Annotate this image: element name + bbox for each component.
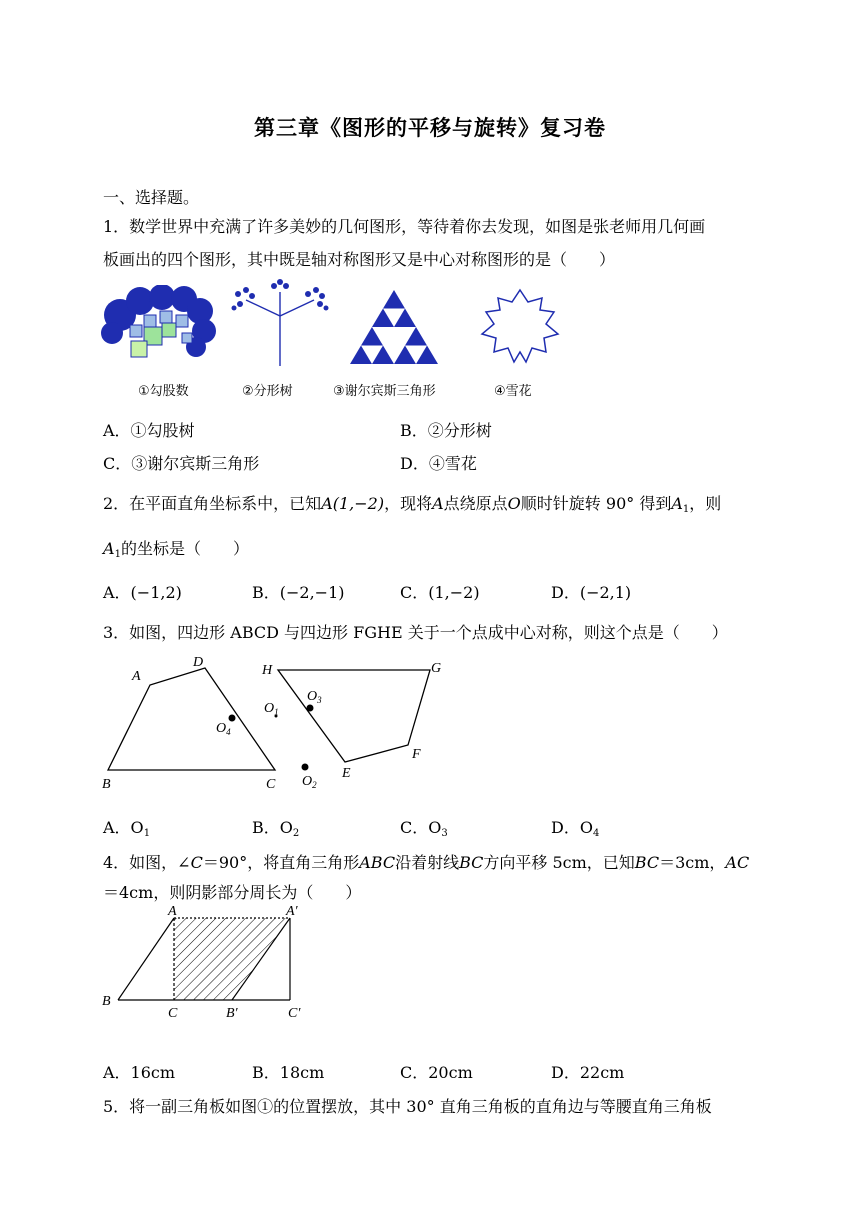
q1-text-line2: 板画出的四个图形，其中既是轴对称图形又是中心对称图形的是（ ） [103,250,616,269]
q4-figure [100,905,320,1020]
q4-option-c[interactable]: C．20cm [400,1063,473,1082]
q4-option-d[interactable]: D．22cm [551,1063,625,1082]
q2-option-c[interactable]: C．(1,−2) [400,583,480,602]
q3-text-line1: 3．如图，四边形 ABCD 与四边形 FGHE 关于一个点成中心对称，则这个点是（ ） [103,623,728,642]
section-heading: 一、选择题。 [103,188,200,207]
page-title: 第三章《图形的平移与旋转》复习卷 [254,115,606,140]
label-e: E [342,766,351,781]
q2-text-line2: $A_1$的坐标是（ ） [103,539,249,560]
label-h: H [262,663,273,678]
q3-option-b[interactable]: B．$O_2$ [252,818,300,839]
q3-option-a[interactable]: A．$O_1$ [103,818,151,839]
sierpinski-triangle-figure [348,288,440,366]
q3-option-c[interactable]: C．$O_3$ [400,818,448,839]
fractal-tree-figure [228,278,333,368]
figure-caption-4: ④雪花 [494,384,532,399]
figure-caption-3: ③谢尔宾斯三角形 [333,384,436,399]
q1-option-d[interactable]: D．④雪花 [400,454,477,473]
q3-figure [100,650,460,795]
q4-option-a[interactable]: A．16cm [103,1063,176,1082]
label-o3: $O_3$ [307,689,322,705]
q2-option-a[interactable]: A．(−1,2) [103,583,182,602]
q2-option-d[interactable]: D．(−2,1) [551,583,632,602]
q4-text-line1: 4．如图，∠C＝90°，将直角三角形ABC沿着射线BC方向平移 5cm，已知BC＝3cm，AC [103,853,750,872]
label-c: C [266,777,276,792]
q5-text-line1: 5．将一副三角板如图①的位置摆放，其中 30° 直角三角板的直角边与等腰直角三角板 [103,1097,712,1116]
q3-option-d[interactable]: D．$O_4$ [551,818,600,839]
label-a-prime: A′ [286,905,298,919]
label-a: A [168,905,177,919]
label-c-prime: C′ [288,1006,301,1020]
label-b: B [102,777,111,792]
label-o2: $O_2$ [302,774,317,790]
label-g: G [431,661,442,676]
figure-caption-2: ②分形树 [242,384,293,399]
q2-text-line1: 2．在平面直角坐标系中，已知A(1,−2)，现将A点绕原点O顺时针旋转 90° 得到$A_1$，则 [103,494,722,515]
pythagoras-tree-figure [100,285,218,367]
figure-caption-1: ①勾股数 [138,384,189,399]
label-a: A [132,669,141,684]
q1-option-a[interactable]: A．①勾股树 [103,421,195,440]
label-f: F [412,747,421,762]
label-b-prime: B′ [226,1006,238,1020]
label-o1: $O_1$ [264,701,279,717]
label-o4: $O_4$ [216,721,231,737]
q4-text-line2: ＝4cm，则阴影部分周长为（ ） [103,883,362,902]
q1-text-line1: 1．数学世界中充满了许多美妙的几何图形，等待着你去发现，如图是张老师用几何画 [103,217,706,236]
q4-option-b[interactable]: B．18cm [252,1063,325,1082]
label-d: D [193,655,204,670]
q1-option-c[interactable]: C．③谢尔宾斯三角形 [103,454,260,473]
q2-option-b[interactable]: B．(−2,−1) [252,583,345,602]
label-c: C [168,1006,178,1020]
koch-snowflake-figure [470,288,570,366]
q1-option-b[interactable]: B．②分形树 [400,421,492,440]
label-b: B [102,994,111,1009]
